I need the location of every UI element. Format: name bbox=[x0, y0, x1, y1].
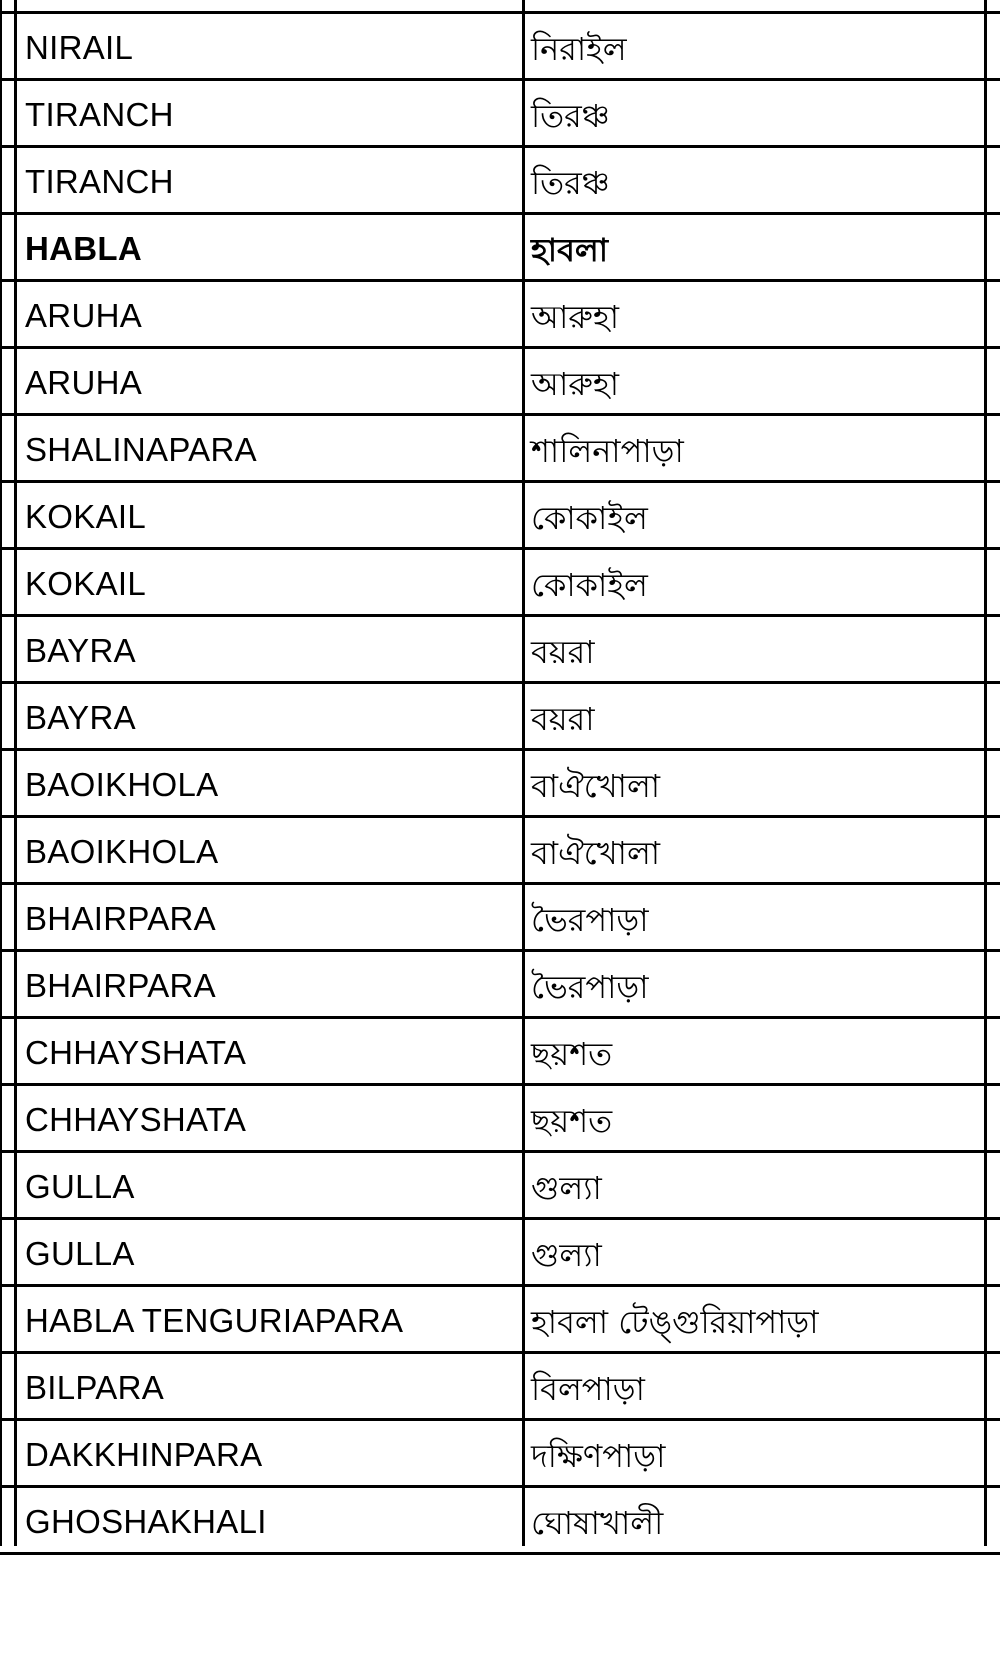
table-row bbox=[0, 1287, 1000, 1354]
english-name-cell: BHAIRPARA bbox=[25, 900, 216, 937]
bengali-name-cell: দক্ষিণপাড়া bbox=[531, 1437, 666, 1475]
bengali-name-cell: আরুহা bbox=[531, 298, 619, 336]
bengali-name-cell: আরুহা bbox=[531, 365, 619, 403]
bengali-name-cell: ভৈরপাড়া bbox=[531, 901, 649, 939]
table-body bbox=[0, 14, 1000, 1555]
english-name-cell: DAKKHINPARA bbox=[25, 1436, 263, 1473]
english-name-cell: BAYRA bbox=[25, 699, 136, 736]
table-row bbox=[0, 1220, 1000, 1287]
english-name-cell: CHHAYSHATA bbox=[25, 1101, 247, 1138]
table-row bbox=[0, 1354, 1000, 1421]
table-row bbox=[0, 1421, 1000, 1488]
english-name-cell: CHHAYSHATA bbox=[25, 1034, 247, 1071]
english-name-cell: TIRANCH bbox=[25, 163, 174, 200]
table-row bbox=[0, 952, 1000, 1019]
bengali-name-cell: বয়রা bbox=[531, 700, 595, 738]
bengali-name-cell: কোকাইল bbox=[531, 499, 648, 537]
table-row bbox=[0, 751, 1000, 818]
table-row bbox=[0, 1019, 1000, 1086]
english-name-cell: NIRAIL bbox=[25, 29, 134, 66]
english-name-cell: BAOIKHOLA bbox=[25, 766, 219, 803]
table-row bbox=[0, 14, 1000, 81]
bengali-name-cell: গুল্যা bbox=[531, 1169, 602, 1207]
english-name-cell: GHOSHAKHALI bbox=[25, 1503, 267, 1540]
table-row bbox=[0, 550, 1000, 617]
english-name-cell: BILPARA bbox=[25, 1369, 165, 1406]
bengali-name-cell: কোকাইল bbox=[531, 566, 648, 604]
english-name-cell: HABLA bbox=[25, 230, 142, 267]
bengali-name-cell: বাঐখোলা bbox=[531, 834, 661, 872]
table-row bbox=[0, 1488, 1000, 1555]
table-row bbox=[0, 215, 1000, 282]
bengali-name-cell: ঘোষাখালী bbox=[531, 1504, 664, 1542]
bengali-name-cell: নিরাইল bbox=[531, 30, 627, 68]
table-row bbox=[0, 416, 1000, 483]
english-name-cell: GULLA bbox=[25, 1235, 135, 1272]
table-row bbox=[0, 1086, 1000, 1153]
bengali-name-cell: হাবলা bbox=[531, 231, 609, 269]
english-name-cell: HABLA TENGURIAPARA bbox=[25, 1302, 404, 1339]
table-row bbox=[0, 885, 1000, 952]
table-row bbox=[0, 148, 1000, 215]
bengali-name-cell: বয়রা bbox=[531, 633, 595, 671]
table-row bbox=[0, 282, 1000, 349]
bengali-name-cell: ছয়শত bbox=[531, 1035, 613, 1073]
bengali-name-cell: হাবলা টেঙ্গুরিয়াপাড়া bbox=[531, 1303, 819, 1341]
bengali-name-cell: তিরঞ্চ bbox=[531, 97, 610, 135]
bengali-name-cell: তিরঞ্চ bbox=[531, 164, 610, 202]
table-row bbox=[0, 818, 1000, 885]
bengali-name-cell: ছয়শত bbox=[531, 1102, 613, 1140]
table-row bbox=[0, 1153, 1000, 1220]
table-row bbox=[0, 81, 1000, 148]
english-name-cell: ARUHA bbox=[25, 297, 143, 334]
english-name-cell: GULLA bbox=[25, 1168, 135, 1205]
table-row bbox=[0, 349, 1000, 416]
table-row bbox=[0, 483, 1000, 550]
table-row bbox=[0, 617, 1000, 684]
english-name-cell: ARUHA bbox=[25, 364, 143, 401]
english-name-cell: TIRANCH bbox=[25, 96, 174, 133]
bengali-name-cell: গুল্যা bbox=[531, 1236, 602, 1274]
table-row bbox=[0, 684, 1000, 751]
bengali-name-cell: শালিনাপাড়া bbox=[531, 432, 684, 470]
english-name-cell: BAYRA bbox=[25, 632, 136, 669]
english-name-cell: KOKAIL bbox=[25, 498, 147, 535]
english-name-cell: BHAIRPARA bbox=[25, 967, 216, 1004]
english-name-cell: SHALINAPARA bbox=[25, 431, 257, 468]
english-name-cell: BAOIKHOLA bbox=[25, 833, 219, 870]
bengali-name-cell: বাঐখোলা bbox=[531, 767, 661, 805]
bengali-name-cell: বিলপাড়া bbox=[531, 1370, 645, 1408]
bengali-name-cell: ভৈরপাড়া bbox=[531, 968, 649, 1006]
english-name-cell: KOKAIL bbox=[25, 565, 147, 602]
